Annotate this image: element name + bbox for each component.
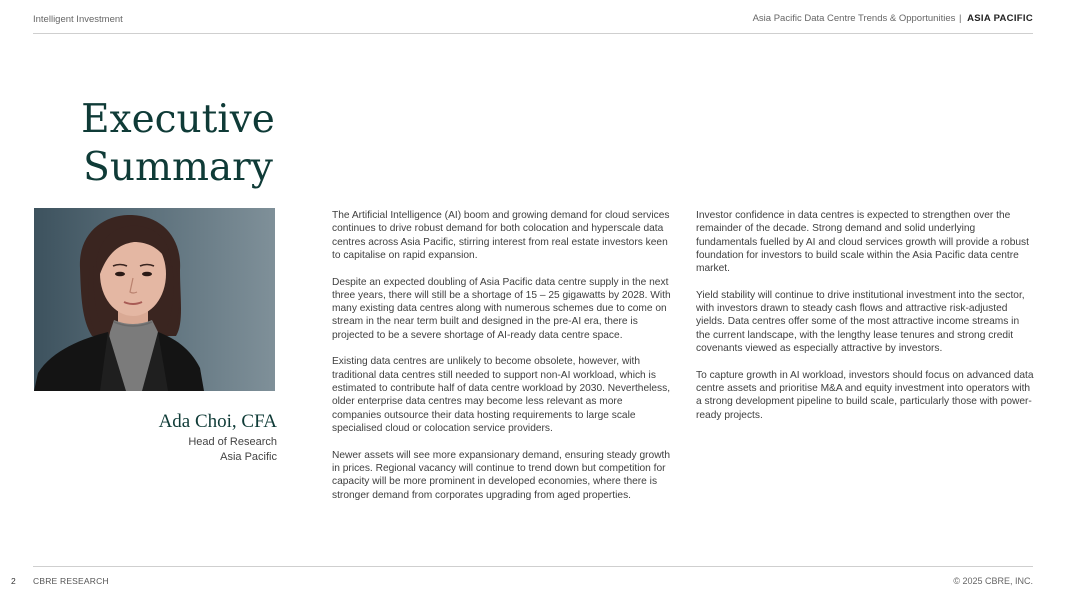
author-region: Asia Pacific <box>220 451 277 463</box>
paragraph: To capture growth in AI workload, investors should focus on advanced data centre assets and prioritise M&A and equity investment into operators with a strong development pipeline to build scale, particularly those with power-ready projects. <box>696 369 1034 421</box>
body-column-1 <box>332 209 672 515</box>
paragraph: Existing data centres are unlikely to become obsolete, however, with traditional data centres still needed to support non-AI workload, which is estimated to contribute half of data centre workload by 2030. Nevertheless, older enterprise data centres may become less relevant as more companies outsource their data hosting requirements to large scale specialised cloud or colocation service providers. <box>332 356 671 434</box>
paragraph: Despite an expected doubling of Asia Pacific data centre supply in the next three years, there will still be a shortage of 15 – 25 gigawatts by 2028. With many existing data centres along with numerous schemes due to come on stream in the near term built and designed in the pre-AI era, there is projected to be a severe shortage of AI-ready data centre space. <box>332 276 671 341</box>
title-line-1: Executive <box>81 97 275 142</box>
header-divider <box>33 33 1033 34</box>
paragraph: Newer assets will see more expansionary demand, ensuring steady growth in prices. Regional vacancy will continue to trend down but competition for capacity will be more prominent in developed economies, where there is stronger demand from corporates upgrading from aged properties. <box>332 449 671 501</box>
author-portrait <box>34 208 275 391</box>
portrait-illustration <box>34 208 275 391</box>
header-region: ASIA PACIFIC <box>967 13 1033 24</box>
paragraph: Investor confidence in data centres is expected to strengthen over the remainder of the decade. Strong demand and solid underlying fundamentals fuelled by AI and cloud services growth will provide a robust foundation for investors to build scale within the Asia Pacific data centre market. <box>696 210 1029 275</box>
body-column-2 <box>696 209 1036 435</box>
header-title-text: Asia Pacific Data Centre Trends & Opportunities <box>752 13 956 24</box>
header-publisher: Intelligent Investment <box>33 14 123 25</box>
page-title <box>80 96 276 192</box>
header-separator: | <box>959 13 962 24</box>
author-role: Head of Research <box>188 436 277 448</box>
author-name: Ada Choi, CFA <box>158 411 277 432</box>
footer-source: CBRE RESEARCH <box>33 576 109 586</box>
title-line-2: Summary <box>83 145 273 190</box>
paragraph: Yield stability will continue to drive institutional investment into the sector, with investors drawn to steady cash flows and attractive risk-adjusted yields. Data centres offer some of the most attractive income streams in the current landscape, with the lengthy lease tenures and strong credit covenants viewed as especially attractive by investors. <box>696 289 1025 355</box>
footer-copyright: © 2025 CBRE, INC. <box>953 576 1033 586</box>
footer-divider <box>33 566 1033 567</box>
paragraph: The Artificial Intelligence (AI) boom and growing demand for cloud services continues to drive robust demand for both colocation and hyperscale data centres across Asia Pacific, stirring interest from real estate investors keen to capitalise on rapid expansion. <box>332 210 670 261</box>
page-number: 2 <box>11 576 16 586</box>
header-report-title <box>753 13 1033 24</box>
